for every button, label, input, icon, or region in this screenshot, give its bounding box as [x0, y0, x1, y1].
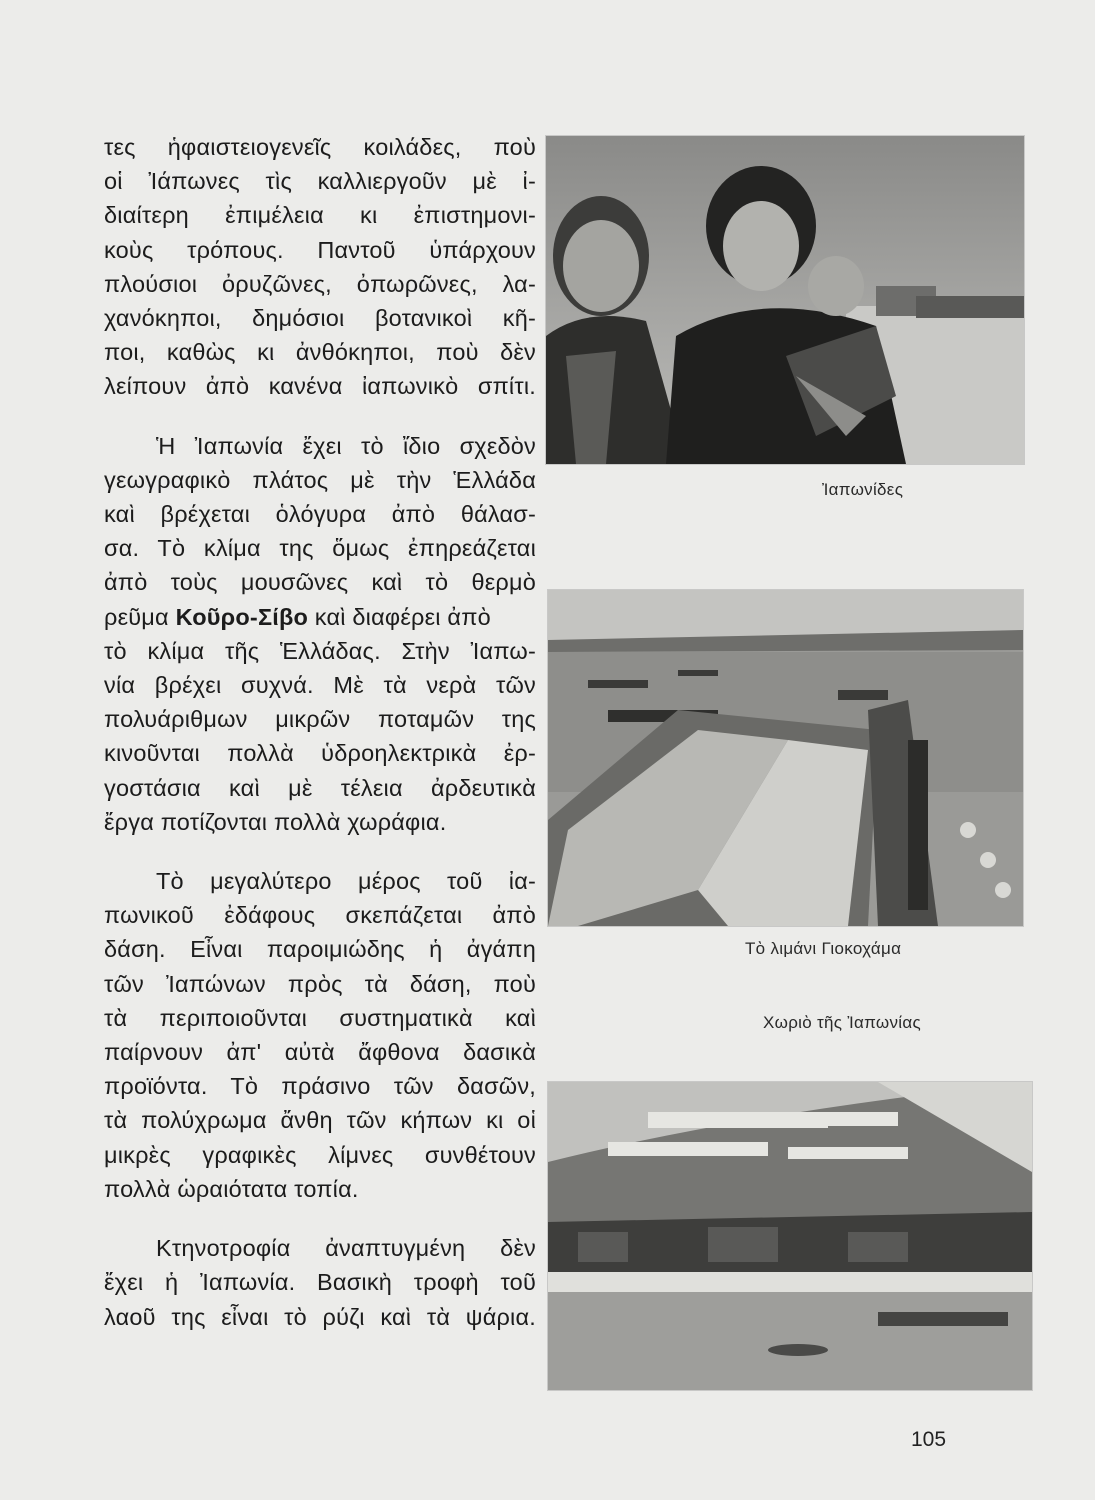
text-line: σα. Τὸ κλίμα της ὅμως ἐπηρεάζεται — [104, 535, 536, 562]
text-line — [104, 600, 536, 634]
text-line: Ἡ Ἰαπωνία ἔχει τὸ ἴδιο σχεδὸν — [156, 432, 536, 459]
text-line: ποι, καθὼς κι ἀνθόκηποι, ποὺ δὲν — [104, 339, 536, 366]
caption-women: Ἰαπωνίδες — [822, 480, 904, 499]
text-line: κοὺς τρόπους. Παντοῦ ὑπάρχουν — [104, 236, 536, 263]
paragraph-3 — [104, 864, 536, 1206]
text-line: Κτηνοτροφία ἀναπτυγμένη δὲν — [156, 1235, 536, 1262]
text-run: καὶ διαφέρει ἀπὸ — [308, 603, 491, 630]
text-line: γεωγραφικὸ πλάτος μὲ τὴν Ἑλλάδα — [104, 466, 536, 493]
text-line: οἱ Ἰάπωνες τὶς καλλιεργοῦν μὲ ἰ- — [104, 168, 536, 195]
text-line: διαίτερη ἐπιμέλεια κι ἐπιστημονι- — [104, 202, 536, 229]
text-line: παίρνουν ἀπ' αὐτὰ ἄφθονα δασικὰ — [104, 1039, 536, 1066]
text-line: νία βρέχει συχνά. Μὲ τὰ νερὰ τῶν — [104, 672, 536, 699]
caption-harbor: Τὸ λιμάνι Γιοκοχάμα — [745, 939, 902, 958]
text-line: κινοῦνται πολλὰ ὑδροηλεκτρικὰ ἐρ- — [104, 740, 536, 767]
text-line: τες ἡφαιστειογενεῖς κοιλάδες, ποὺ — [104, 134, 536, 160]
text-line: πολυάριθμων μικρῶν ποταμῶν της — [104, 706, 536, 733]
text-line: γοστάσια καὶ μὲ τέλεια ἀρδευτικὰ — [104, 774, 536, 801]
text-line: τὰ πολύχρωμα ἄνθη τῶν κήπων κι οἱ — [104, 1107, 536, 1134]
text-line: δάση. Εἶναι παροιμιώδης ἡ ἀγάπη — [104, 936, 536, 963]
current-name-bold: Κοῦρο-Σίβο — [175, 603, 309, 630]
text-run: ρεῦμα — [104, 603, 176, 630]
text-line: τὸ κλίμα τῆς Ἑλλάδας. Στὴν Ἰαπω- — [104, 637, 536, 664]
photo-women-drawing — [546, 136, 1024, 464]
paragraph-2 — [104, 429, 536, 839]
photo-japanese-women — [546, 136, 1024, 464]
text-line: πλούσιοι ὀρυζῶνες, ὀπωρῶνες, λα- — [104, 270, 536, 297]
text-line: λείπουν ἀπὸ κανένα ἰαπωνικὸ σπίτι. — [104, 373, 536, 400]
text-line: ἔχει ἡ Ἰαπωνία. Βασικὴ τροφὴ τοῦ — [104, 1269, 536, 1296]
text-line: πολλὰ ὡραιότατα τοπία. — [104, 1175, 359, 1202]
text-line: λαοῦ της εἶναι τὸ ρύζι καὶ τὰ ψάρια. — [104, 1303, 536, 1330]
text-line: προϊόντα. Τὸ πράσινο τῶν δασῶν, — [104, 1073, 536, 1100]
text-line: ἔργα ποτίζονται πολλὰ χωράφια. — [104, 808, 447, 835]
body-text-column — [104, 130, 536, 1334]
text-line: καὶ βρέχεται ὁλόγυρα ἀπὸ θάλασ- — [104, 501, 536, 528]
photo-harbor-drawing — [548, 590, 1023, 926]
text-line: Τὸ μεγαλύτερο μέρος τοῦ ἰα- — [156, 868, 536, 895]
paragraph-1 — [104, 130, 536, 404]
text-line: μικρὲς γραφικὲς λίμνες συνθέτουν — [104, 1141, 536, 1168]
text-line: χανόκηποι, δημόσιοι βοτανικοὶ κῆ- — [104, 305, 536, 332]
text-line: τῶν Ἰαπώνων πρὸς τὰ δάση, ποὺ — [104, 970, 536, 997]
photo-yokohama-harbor — [548, 590, 1023, 926]
text-line: πωνικοῦ ἐδάφους σκεπάζεται ἀπὸ — [104, 902, 536, 929]
photo-village-drawing — [548, 1082, 1032, 1390]
text-line: τὰ περιποιοῦνται συστηματικὰ καὶ — [104, 1004, 536, 1031]
paragraph-4 — [104, 1231, 536, 1334]
page-number: 105 — [911, 1428, 947, 1451]
text-line: ἀπὸ τοὺς μουσῶνες καὶ τὸ θερμὸ — [104, 569, 536, 596]
photo-japanese-village — [548, 1082, 1032, 1390]
caption-village: Χωριὸ τῆς Ἰαπωνίας — [763, 1013, 921, 1032]
